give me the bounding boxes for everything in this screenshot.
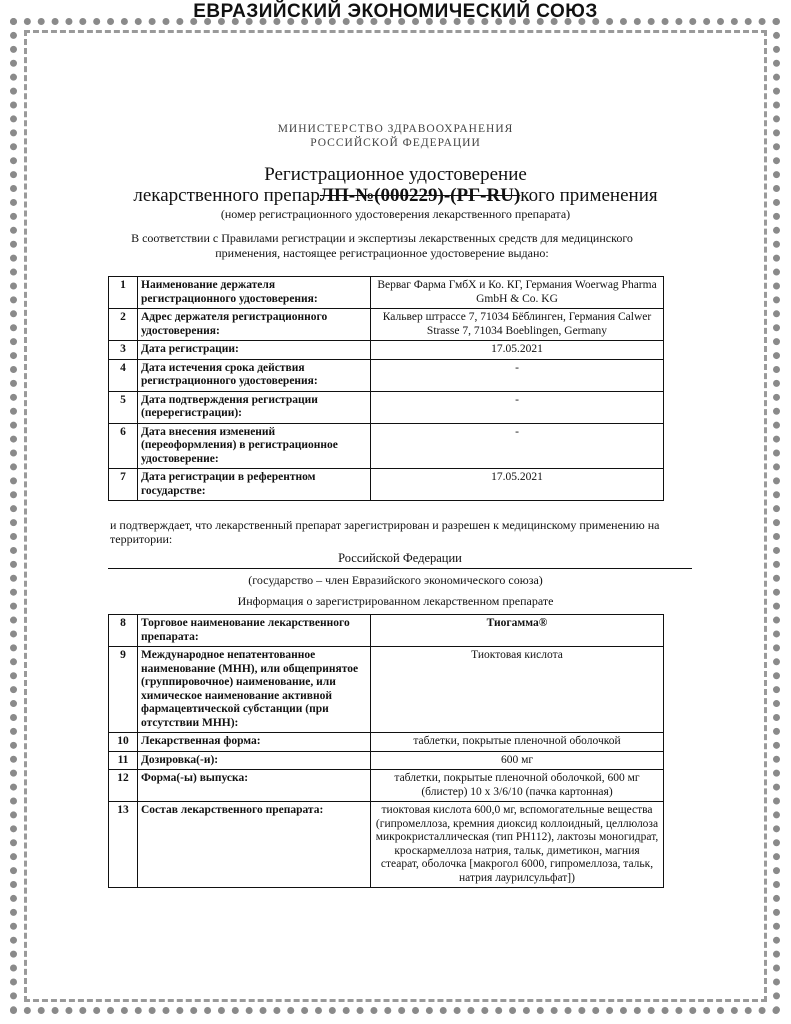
row-label: Торговое наименование лекарственного препарата: <box>138 615 371 647</box>
row-number: 9 <box>109 647 138 733</box>
row-value: Верваг Фарма ГмбХ и Ко. КГ, Германия Woerwag Pharma GmbH & Co. KG <box>371 277 664 309</box>
row-number: 7 <box>109 469 138 501</box>
row-value: Кальвер штрассе 7, 71034 Бёблинген, Германия Calwer Strasse 7, 71034 Boeblingen, Germany <box>371 309 664 341</box>
table-row <box>109 751 664 770</box>
table-row <box>109 359 664 391</box>
row-label: Форма(-ы) выпуска: <box>138 770 371 802</box>
row-number: 10 <box>109 733 138 752</box>
table-row <box>109 309 664 341</box>
holder-table <box>108 276 664 501</box>
row-label: Дата подтверждения регистрации (перерегистрации): <box>138 391 371 423</box>
title-line-2-end: кого применения <box>520 185 658 206</box>
row-label: Международное непатентованное наименование (МНН), или общепринятое (группировочное) наименование, или химическое наименование активной фармацевтической субстанции (при отсутствии МНН): <box>138 647 371 733</box>
ministry-stamp <box>0 122 791 150</box>
union-heading: ЕВРАЗИЙСКИЙ ЭКОНОМИЧЕСКИЙ СОЮЗ <box>193 1 598 22</box>
country-caption: (государство – член Евразийского экономического союза) <box>248 573 543 587</box>
row-value: Тиоктовая кислота <box>371 647 664 733</box>
row-label: Наименование держателя регистрационного удостоверения: <box>138 277 371 309</box>
table-row <box>109 341 664 360</box>
row-value: 17.05.2021 <box>371 341 664 360</box>
table-row <box>109 277 664 309</box>
row-value: тиоктовая кислота 600,0 мг, вспомогательные вещества (гипромеллоза, кремния диоксид коллоидный, целлюлоза микрокристаллическая (тип PH112), лактозы моногидрат, кроскармеллоза натрия, тальк, диметикон, магния стеарат, оболочка [макрогол 6000, гипромеллоза, тальк, натрия лаурилсульфат]) <box>371 802 664 888</box>
row-value: 600 мг <box>371 751 664 770</box>
row-label: Дата истечения срока действия регистрационного удостоверения: <box>138 359 371 391</box>
row-label: Дата регистрации: <box>138 341 371 360</box>
ministry-line-1: МИНИСТЕРСТВО ЗДРАВООХРАНЕНИЯ <box>277 123 514 135</box>
confirm-text: и подтверждает, что лекарственный препарат зарегистрирован и разрешен к медицинскому применению на территории: <box>110 518 660 546</box>
title-line-2-start: лекарственного препар <box>133 185 320 206</box>
table-row <box>109 733 664 752</box>
table-row <box>109 615 664 647</box>
table-row <box>109 647 664 733</box>
intro-text: В соответствии с Правилами регистрации и экспертизы лекарственных средств для медицинского применения, настоящее регистрационное удостоверение выдано: <box>131 231 633 260</box>
reg-number-caption: (номер регистрационного удостоверения лекарственного препарата) <box>220 207 571 221</box>
title-line-1: Регистрационное удостоверение <box>264 164 527 185</box>
row-value: таблетки, покрытые пленочной оболочкой <box>371 733 664 752</box>
row-value: Тиогамма® <box>371 615 664 647</box>
row-label: Дата внесения изменений (переоформления) в регистрационное удостоверение: <box>138 423 371 469</box>
row-label: Адрес держателя регистрационного удостоверения: <box>138 309 371 341</box>
row-number: 3 <box>109 341 138 360</box>
table-row <box>109 391 664 423</box>
ministry-line-2: РОССИЙСКОЙ ФЕДЕРАЦИИ <box>310 137 481 149</box>
row-number: 11 <box>109 751 138 770</box>
table-row <box>109 423 664 469</box>
drug-table <box>108 614 664 888</box>
row-label: Дата регистрации в референтном государстве: <box>138 469 371 501</box>
row-number: 8 <box>109 615 138 647</box>
row-number: 1 <box>109 277 138 309</box>
row-label: Дозировка(-и): <box>138 751 371 770</box>
document-title <box>0 164 791 206</box>
row-value: - <box>371 423 664 469</box>
table-row <box>109 802 664 888</box>
row-number: 4 <box>109 359 138 391</box>
table-row <box>109 469 664 501</box>
row-value: - <box>371 359 664 391</box>
row-number: 13 <box>109 802 138 888</box>
info-heading: Информация о зарегистрированном лекарственном препарате <box>237 594 554 608</box>
row-value: - <box>371 391 664 423</box>
row-number: 2 <box>109 309 138 341</box>
registration-number: ЛП-№(000229)-(РГ-RU) <box>319 185 521 206</box>
row-label: Состав лекарственного препарата: <box>138 802 371 888</box>
row-number: 12 <box>109 770 138 802</box>
country-name: Российской Федерации <box>108 551 692 569</box>
row-value: таблетки, покрытые пленочной оболочкой, 600 мг (блистер) 10 x 3/6/10 (пачка картонная) <box>371 770 664 802</box>
row-number: 6 <box>109 423 138 469</box>
row-number: 5 <box>109 391 138 423</box>
row-value: 17.05.2021 <box>371 469 664 501</box>
title-line-2 <box>0 185 791 206</box>
table-row <box>109 770 664 802</box>
row-label: Лекарственная форма: <box>138 733 371 752</box>
